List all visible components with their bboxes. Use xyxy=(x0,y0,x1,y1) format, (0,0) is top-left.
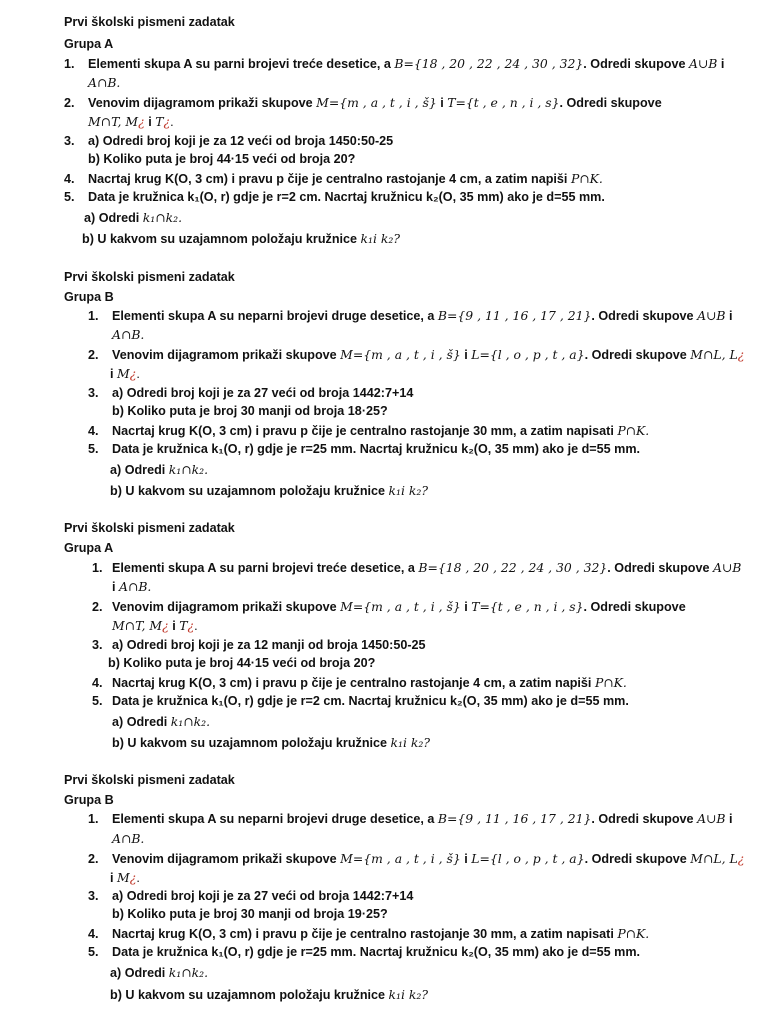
question-2: 2. Venovim dijagramom prikaži skupove M={m , a , t , i , š} i T={t , e , n , i , s}. Odredi skupove xyxy=(64,95,662,110)
question-1: 1. Elementi skupa A su parni brojevi treće desetice, a B={18 , 20 , 22 , 24 , 30 , 32}. Odredi skupove A∪B i xyxy=(64,56,725,71)
question-1: 1. Elementi skupa A su parni brojevi treće desetice, a B={18 , 20 , 22 , 24 , 30 , 32}. Odredi skupove A∪B xyxy=(92,560,742,575)
section-title: Prvi školski pismeni zadatak xyxy=(64,521,235,535)
union-expr: A∪B xyxy=(688,56,718,71)
question-number: 1. xyxy=(64,57,75,71)
question-3b: b) Koliko puta je broj 44·15 veći od broja 20? xyxy=(108,656,376,670)
question-5b: b) U kakvom su uzajamnom položaju kružnice k₁i k₂? xyxy=(110,987,429,1002)
question-5b: b) U kakvom su uzajamnom položaju kružnice k₁i k₂? xyxy=(112,735,431,750)
question-3: 3. a) Odredi broj koji je za 27 veći od broja 1442:7+14 xyxy=(88,386,414,400)
question-2: 2. Venovim dijagramom prikaži skupove M={m , a , t , i , š} i L={l , o , p , t , a}. Odredi skupove M∩L, L¿ xyxy=(88,347,745,362)
question-1-cont xyxy=(88,74,120,92)
question-1: 1. Elementi skupa A su neparni brojevi druge desetice, a B={9 , 11 , 16 , 17 , 21}. Odredi skupove A∪B i xyxy=(88,811,733,826)
section-title: Prvi školski pismeni zadatak xyxy=(64,270,235,284)
question-5: 5. Data je kružnica k₁(O, r) gdje je r=2 cm. Nacrtaj kružnicu k₂(O, 35 mm) ako je d=55 mm. xyxy=(64,190,605,204)
group-label: Grupa A xyxy=(64,541,114,555)
question-3: 3. a) Odredi broj koji je za 12 veći od broja 1450:50-25 xyxy=(64,134,394,148)
group-label: Grupa A xyxy=(64,37,114,51)
question-3: 3. a) Odredi broj koji je za 27 veći od broja 1442:7+14 xyxy=(88,889,414,903)
set-b: B={18 , 20 , 22 , 24 , 30 , 32} xyxy=(394,56,584,71)
unknown-symbol: ¿ xyxy=(163,114,171,129)
question-3b: b) Koliko puta je broj 30 manji od broja 19·25? xyxy=(112,907,388,921)
question-number: 2. xyxy=(64,96,75,110)
question-2: 2. Venovim dijagramom prikaži skupove M={m , a , t , i , š} i L={l , o , p , t , a}. Odredi skupove M∩L, L¿ xyxy=(88,851,745,866)
question-3: 3. a) Odredi broj koji je za 12 manji od broja 1450:50-25 xyxy=(92,638,426,652)
group-label: Grupa B xyxy=(64,793,114,807)
document-page: Prvi školski pismeni zadatak Grupa A 1. Elementi skupa A su parni brojevi treće desetice, a B={18 , 20 , 22 , 24 , 30 , 32}. Odredi skupove A∪B i A∩B. 2. Venovim dijagramom prikaži skupove M={m , a , t , i , š} i T={t , e , n , i , s}. Odredi skupove M∩T, M¿ i T¿. 3. a) Odredi broj koji je za 12 veći od broja 1450:50-25 b) Koliko puta je broj 44·15 veći od broja 20? 4. Nacrtaj krug K(O, 3 cm) i pravu p čije je centralno rastojanje 4 cm, a zatim napiši P∩K. 5. Data je kružnica k₁(O, r) gdje je r=2 cm. Nacrtaj kružnicu k₂(O, 35 mm) ako je d=55 mm. a) Odredi k₁∩k₂. b) U kakvom su uzajamnom položaju kružnice k₁i k₂? Prvi školski pismeni zadatak Grupa B 1. Elementi skupa A su neparni brojevi druge desetice, a B={9 , 11 , 16 , 17 , 21}. Odredi skupove A∪B i A∩B. 2. Venovim dijagramom prikaži skupove M={m , a , t , i , š} i L={l , o , p , t , a}. Odredi skupove M∩L, L¿ i M¿. 3. a) Odredi broj koji je za 27 veći od broja 1442:7+14 b) Koliko puta je broj 30 manji od broja 18·25? 4. Nacrtaj krug K(O, 3 cm) i pravu p čije je centralno rastojanje 30 mm, a zatim napisati P∩K. 5. Data je kružnica k₁(O, r) gdje je r=25 mm. Nacrtaj kružnicu k₂(O, 35 mm) ako je d=55 mm. a) Odredi k₁∩k₂. b) U kakvom su uzajamnom položaju kružnice k₁i k₂? Prvi školski pismeni zadatak Grupa A 1. Elementi skupa A su parni brojevi treće desetice, a B={18 , 20 , 22 , 24 , 30 , 32}. Odredi skupove A∪B i A∩B. 2. Venovim dijagramom prikaži skupove M={m , a , t , i , š} i T={t , e , n , i , s}. Odredi skupove M∩T, M¿ i T¿. 3. a) Odredi broj koji je za 12 manji od broja 1450:50-25 b) Koliko puta je broj 44·15 veći od broja 20? 4. Nacrtaj krug K(O, 3 cm) i pravu p čije je centralno rastojanje 4 cm, a zatim napiši P∩K. 5. Data je kružnica k₁(O, r) gdje je r=2 cm. Nacrtaj kružnicu k₂(O, 35 mm) ako je d=55 mm. a) Odredi k₁∩k₂. b) U kakvom su uzajamnom položaju kružnice k₁i k₂? Prvi školski pismeni zadatak Grupa B 1. Elementi skupa A su neparni brojevi druge desetice, a B={9 , 11 , 16 , 17 , 21}. Odredi skupove A∪B i A∩B. 2. Venovim dijagramom prikaži skupove M={m , a , t , i , š} i L={l , o , p , t , a}. Odredi skupove M∩L, L¿ i M¿. 3. a) Odredi broj koji je za 27 veći od broja 1442:7+14 b) Koliko puta je broj 30 manji od broja 19·25? 4. Nacrtaj krug K(O, 3 cm) i pravu p čije je centralno rastojanje 30 mm, a zatim napisati P∩K. 5. Data je kružnica k₁(O, r) gdje je r=25 mm. Nacrtaj kružnicu k₂(O, 35 mm) ako je d=55 mm. a) Odredi k₁∩k₂. b) U kakvom su uzajamnom položaju kružnice k₁i k₂? xyxy=(64,15,745,1002)
question-2-cont: M∩T, M¿ i T¿. xyxy=(88,114,174,129)
question-5a: a) Odredi k₁∩k₂. xyxy=(112,714,211,729)
question-2: 2. Venovim dijagramom prikaži skupove M={m , a , t , i , š} i T={t , e , n , i , s}. Odredi skupove xyxy=(92,599,686,614)
unknown-symbol: ¿ xyxy=(138,114,145,129)
question-5a: a) Odredi k₁∩k₂. xyxy=(110,965,209,980)
question-1: 1. Elementi skupa A su neparni brojevi druge desetice, a B={9 , 11 , 16 , 17 , 21}. Odredi skupove A∪B i xyxy=(88,308,733,323)
question-5b: b) U kakvom su uzajamnom položaju kružnice k₁i k₂? xyxy=(110,483,429,498)
question-3b: b) Koliko puta je broj 44·15 veći od broja 20? xyxy=(88,152,356,166)
question-5b: b) U kakvom su uzajamnom položaju kružnice k₁i k₂? xyxy=(82,231,401,246)
question-5: 5. Data je kružnica k₁(O, r) gdje je r=25 mm. Nacrtaj kružnicu k₂(O, 35 mm) ako je d=55 mm. xyxy=(88,945,641,959)
question-5a: a) Odredi k₁∩k₂. xyxy=(84,210,183,225)
question-3b: b) Koliko puta je broj 30 manji od broja 18·25? xyxy=(112,404,388,418)
question-4: 4. Nacrtaj krug K(O, 3 cm) i pravu p čije je centralno rastojanje 30 mm, a zatim napisati P∩K. xyxy=(88,423,650,438)
question-4: 4. Nacrtaj krug K(O, 3 cm) i pravu p čije je centralno rastojanje 4 cm, a zatim napiši P∩K. xyxy=(64,171,603,186)
section-title: Prvi školski pismeni zadatak xyxy=(64,15,235,29)
question-5: 5. Data je kružnica k₁(O, r) gdje je r=25 mm. Nacrtaj kružnicu k₂(O, 35 mm) ako je d=55 mm. xyxy=(88,442,641,456)
section-title: Prvi školski pismeni zadatak xyxy=(64,773,235,787)
question-4: 4. Nacrtaj krug K(O, 3 cm) i pravu p čije je centralno rastojanje 4 cm, a zatim napiši P∩K. xyxy=(92,675,627,690)
group-label: Grupa B xyxy=(64,290,114,304)
question-5: 5. Data je kružnica k₁(O, r) gdje je r=2 cm. Nacrtaj kružnicu k₂(O, 35 mm) ako je d=55 mm. xyxy=(92,694,629,708)
question-4: 4. Nacrtaj krug K(O, 3 cm) i pravu p čije je centralno rastojanje 30 mm, a zatim napisati P∩K. xyxy=(88,926,650,941)
question-5a: a) Odredi k₁∩k₂. xyxy=(110,462,209,477)
intersection-expr: A∩B. xyxy=(88,75,121,90)
